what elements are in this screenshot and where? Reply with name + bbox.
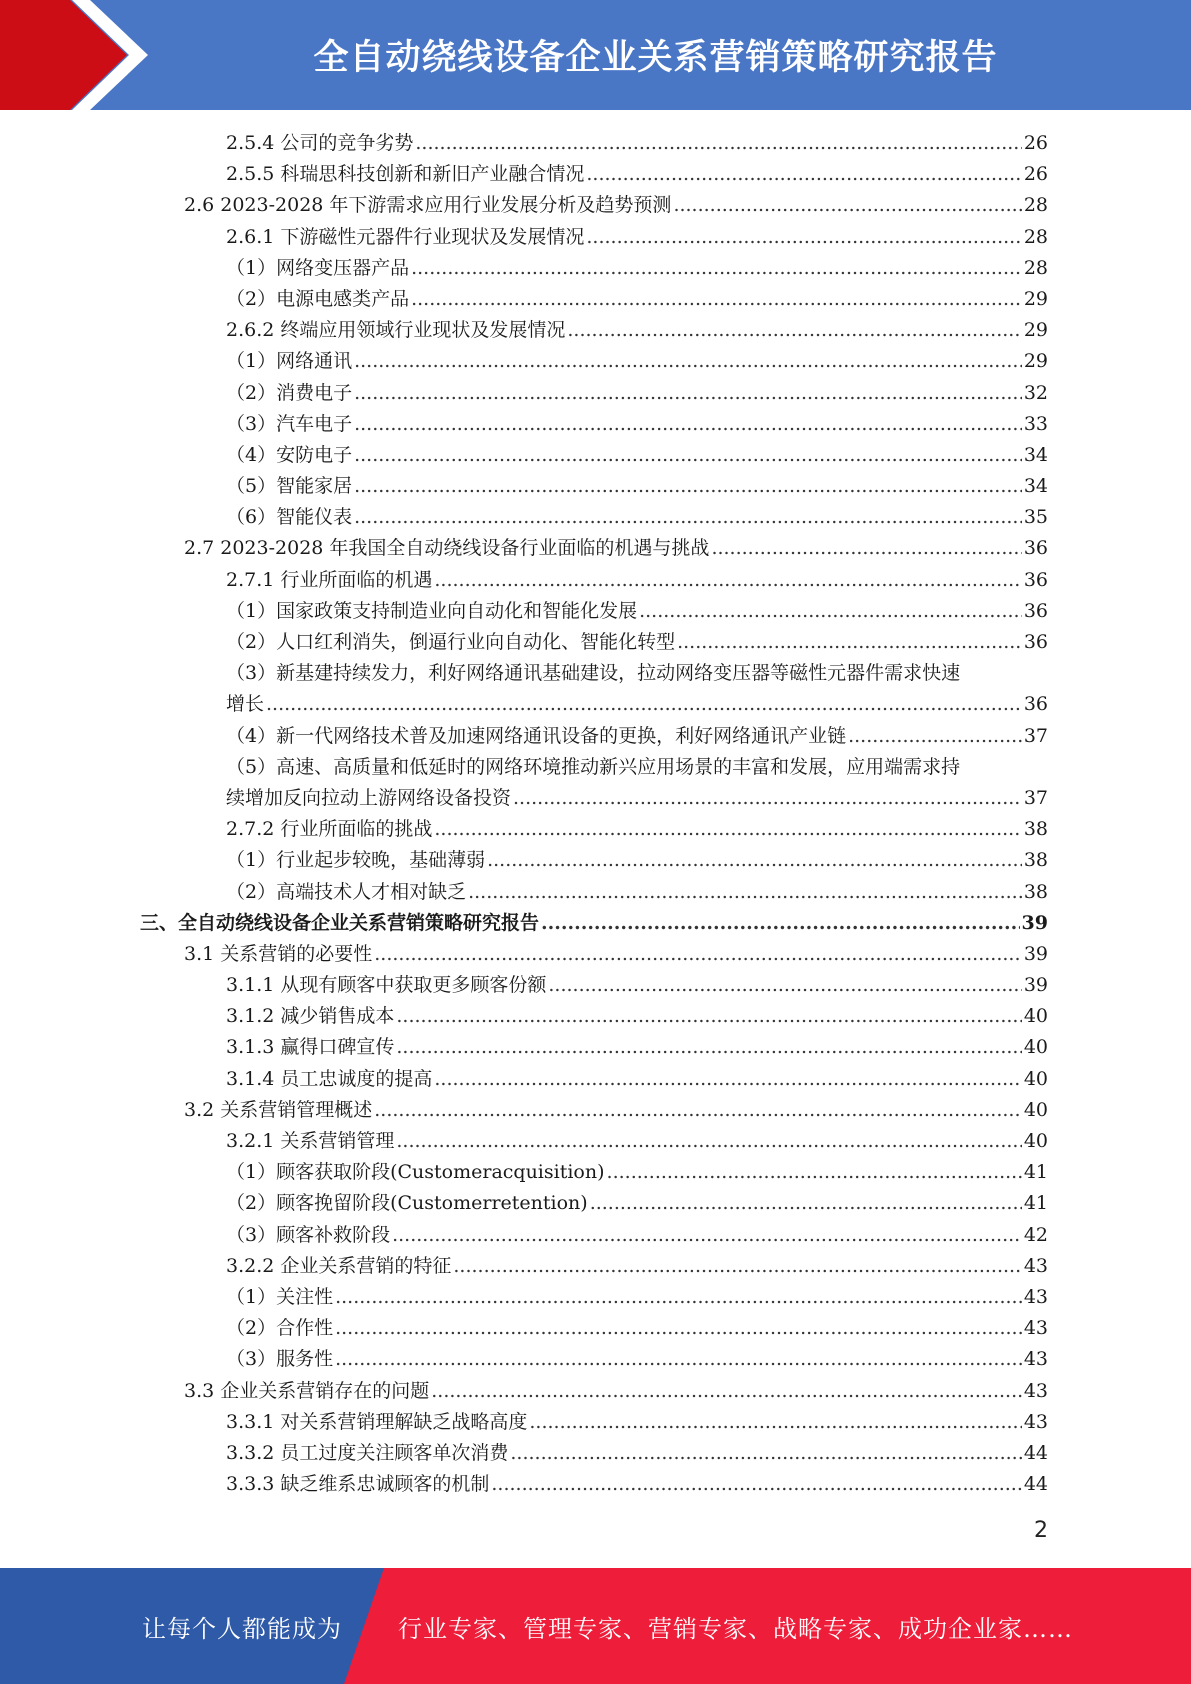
- toc-dot-leader: [848, 721, 1022, 752]
- table-of-contents: [140, 128, 1048, 1500]
- toc-entry-page: 35: [1023, 506, 1048, 529]
- toc-dot-leader: [354, 346, 1022, 377]
- toc-entry-title: （2）电源电感类产品: [226, 287, 410, 310]
- toc-dot-leader: [434, 1064, 1021, 1095]
- toc-entry-title: （2）顾客挽留阶段(Customerretention): [226, 1192, 588, 1215]
- toc-dot-leader: [354, 471, 1022, 502]
- toc-entry-page: 34: [1023, 443, 1048, 466]
- toc-dot-leader: [354, 440, 1022, 471]
- toc-entry[interactable]: [140, 1095, 1048, 1126]
- toc-entry-title: （1）网络变压器产品: [226, 256, 410, 279]
- toc-entry[interactable]: [140, 565, 1048, 596]
- toc-entry-title: 3.3 企业关系营销存在的问题: [184, 1379, 430, 1402]
- toc-entry-page: 32: [1023, 381, 1048, 404]
- toc-entry-page: 40: [1023, 1130, 1048, 1152]
- toc-entry-title: （6）智能仪表: [226, 506, 353, 529]
- toc-entry-title: 2.6.2 终端应用领域行业现状及发展情况: [226, 319, 566, 342]
- toc-dot-leader: [513, 783, 1022, 814]
- toc-entry[interactable]: [140, 502, 1048, 533]
- toc-entry-page: 28: [1023, 256, 1048, 279]
- toc-entry-title: （3）服务性: [226, 1348, 334, 1371]
- toc-entry-page: 36: [1023, 599, 1048, 622]
- toc-dot-leader: [434, 565, 1021, 596]
- toc-entry-title: （1）关注性: [226, 1285, 334, 1308]
- toc-dot-leader: [541, 908, 1020, 939]
- toc-entry-title: 2.5.4 公司的竞争劣势: [226, 132, 414, 154]
- toc-entry-title: 3.2.2 企业关系营销的特征: [226, 1254, 452, 1277]
- toc-dot-leader: [335, 1344, 1022, 1375]
- toc-entry[interactable]: [140, 783, 1048, 814]
- toc-entry-title: 3.2.1 关系营销管理: [226, 1130, 395, 1152]
- toc-entry-page: 28: [1023, 194, 1048, 217]
- toc-entry-page: 42: [1023, 1223, 1048, 1246]
- toc-entry[interactable]: [140, 440, 1048, 471]
- toc-entry-title: 3.2 关系营销管理概述: [184, 1098, 373, 1121]
- toc-entry-title: 2.5.5 科瑞思科技创新和新旧产业融合情况: [226, 163, 585, 186]
- toc-entry-page: 43: [1023, 1254, 1048, 1277]
- toc-entry[interactable]: [140, 1188, 1048, 1219]
- toc-entry[interactable]: [140, 596, 1048, 627]
- toc-entry-page: 29: [1023, 287, 1048, 310]
- toc-entry[interactable]: [140, 1469, 1048, 1500]
- toc-dot-leader: [468, 877, 1022, 908]
- toc-dot-leader: [639, 596, 1022, 627]
- toc-entry[interactable]: [140, 877, 1048, 908]
- page-number: 2: [1034, 1518, 1048, 1543]
- toc-dot-leader: [510, 1438, 1021, 1469]
- toc-entry-page: 40: [1023, 1036, 1048, 1059]
- toc-entry[interactable]: [140, 128, 1048, 159]
- toc-dot-leader: [374, 939, 1022, 970]
- toc-dot-leader: [415, 128, 1021, 159]
- toc-entry-page: 40: [1023, 1005, 1048, 1028]
- toc-entry-title: 2.7 2023-2028 年我国全自动绕线设备行业面临的机遇与挑战: [184, 537, 710, 560]
- toc-dot-leader: [673, 190, 1021, 221]
- toc-entry[interactable]: [140, 658, 1048, 689]
- toc-entry[interactable]: [140, 1438, 1048, 1469]
- toc-dot-leader: [431, 1376, 1022, 1407]
- toc-entry-page: 38: [1023, 880, 1048, 903]
- page-header: [0, 0, 1191, 110]
- toc-entry-page: 26: [1023, 163, 1048, 186]
- toc-entry[interactable]: [140, 1001, 1048, 1032]
- toc-dot-leader: [335, 1313, 1022, 1344]
- toc-entry-page: 34: [1023, 475, 1048, 498]
- toc-entry[interactable]: [140, 721, 1048, 752]
- toc-dot-leader: [396, 1032, 1021, 1063]
- toc-entry[interactable]: [140, 689, 1048, 720]
- toc-entry-title: 续增加反向拉动上游网络设备投资: [226, 786, 512, 809]
- toc-dot-leader: [548, 970, 1021, 1001]
- toc-entry[interactable]: [140, 190, 1048, 221]
- toc-entry[interactable]: [140, 378, 1048, 409]
- toc-entry-title: （2）高端技术人才相对缺乏: [226, 880, 467, 903]
- toc-entry[interactable]: [140, 752, 1048, 783]
- toc-dot-leader: [434, 814, 1021, 845]
- toc-dot-leader: [354, 502, 1022, 533]
- toc-entry-title: 三、全自动绕线设备企业关系营销策略研究报告: [140, 911, 540, 934]
- toc-entry-page: 38: [1023, 849, 1048, 872]
- toc-entry-page: 40: [1023, 1067, 1048, 1090]
- toc-entry-page: 36: [1023, 631, 1048, 653]
- toc-entry[interactable]: [140, 1282, 1048, 1313]
- toc-entry-page: 29: [1023, 350, 1048, 373]
- toc-entry[interactable]: [140, 814, 1048, 845]
- toc-dot-leader: [354, 378, 1022, 409]
- toc-entry-page: 37: [1023, 724, 1048, 747]
- toc-entry[interactable]: [140, 1344, 1048, 1375]
- toc-entry-page: 37: [1023, 786, 1048, 809]
- toc-entry-title: （5）智能家居: [226, 475, 353, 498]
- toc-entry-title: 增长: [226, 693, 265, 716]
- toc-entry-title: 3.1.1 从现有顾客中获取更多顾客份额: [226, 974, 547, 997]
- toc-dot-leader: [487, 845, 1022, 876]
- toc-entry-title: 3.3.1 对关系营销理解缺乏战略高度: [226, 1410, 528, 1433]
- header-arrow-decoration: [0, 0, 160, 110]
- toc-entry[interactable]: [140, 627, 1048, 658]
- toc-entry-page: 43: [1023, 1348, 1048, 1371]
- toc-entry-title: 3.1.4 员工忠诚度的提高: [226, 1067, 433, 1090]
- toc-entry-title: 2.6.1 下游磁性元器件行业现状及发展情况: [226, 225, 585, 248]
- toc-dot-leader: [411, 253, 1022, 284]
- toc-entry-title: 3.3.3 缺乏维系忠诚顾客的机制: [226, 1473, 490, 1496]
- toc-entry[interactable]: [140, 970, 1048, 1001]
- toc-entry[interactable]: [140, 346, 1048, 377]
- toc-dot-leader: [335, 1282, 1022, 1313]
- toc-dot-leader: [396, 1001, 1021, 1032]
- toc-entry[interactable]: [140, 409, 1048, 440]
- toc-entry[interactable]: [140, 533, 1048, 564]
- toc-entry-page: 33: [1023, 412, 1048, 435]
- toc-entry-page: 26: [1023, 132, 1048, 154]
- toc-entry-page: 43: [1023, 1317, 1048, 1340]
- toc-entry-page: 38: [1023, 818, 1048, 841]
- toc-entry-title: 3.1.3 赢得口碑宣传: [226, 1036, 395, 1059]
- toc-dot-leader: [374, 1095, 1022, 1126]
- toc-entry-title: 2.7.1 行业所面临的机遇: [226, 568, 433, 591]
- toc-dot-leader: [607, 1157, 1022, 1188]
- toc-entry-page: 44: [1023, 1473, 1048, 1496]
- toc-entry-page: 41: [1023, 1192, 1048, 1215]
- toc-entry[interactable]: [140, 939, 1048, 970]
- toc-entry-page: 36: [1023, 693, 1048, 716]
- toc-entry-page: 40: [1023, 1098, 1048, 1121]
- toc-entry-page: 36: [1023, 537, 1048, 560]
- toc-entry[interactable]: [140, 159, 1048, 190]
- toc-entry-title: 3.1.2 减少销售成本: [226, 1005, 395, 1028]
- toc-dot-leader: [590, 1188, 1022, 1219]
- toc-entry-page: 28: [1023, 225, 1048, 248]
- toc-entry[interactable]: [140, 908, 1048, 939]
- toc-entry[interactable]: [140, 315, 1048, 346]
- toc-dot-leader: [586, 222, 1021, 253]
- toc-dot-leader: [354, 409, 1022, 440]
- toc-entry[interactable]: [140, 1126, 1048, 1157]
- toc-entry-title: 3.1 关系营销的必要性: [184, 942, 373, 965]
- footer-slogan-right: 行业专家、管理专家、营销专家、战略专家、成功企业家……: [398, 1614, 1073, 1643]
- toc-entry[interactable]: [140, 845, 1048, 876]
- toc-entry-title: 2.6 2023-2028 年下游需求应用行业发展分析及趋势预测: [184, 194, 672, 217]
- toc-entry-title: （3）顾客补救阶段: [226, 1223, 391, 1246]
- toc-entry-page: 43: [1023, 1410, 1048, 1433]
- toc-entry-title: （3）汽车电子: [226, 412, 353, 435]
- toc-entry[interactable]: [140, 1064, 1048, 1095]
- toc-dot-leader: [411, 284, 1022, 315]
- toc-entry-page: 39: [1023, 974, 1048, 997]
- toc-entry[interactable]: [140, 1157, 1048, 1188]
- report-title: 全自动绕线设备企业关系营销策略研究报告: [313, 38, 998, 78]
- toc-entry-title: （5）高速、高质量和低延时的网络环境推动新兴应用场景的丰富和发展，应用端需求持: [226, 755, 961, 778]
- toc-entry[interactable]: [140, 1220, 1048, 1251]
- toc-dot-leader: [677, 627, 1022, 658]
- toc-entry[interactable]: [140, 1407, 1048, 1438]
- toc-dot-leader: [529, 1407, 1021, 1438]
- toc-entry-title: （1）行业起步较晚，基础薄弱: [226, 849, 486, 872]
- toc-entry[interactable]: [140, 1032, 1048, 1063]
- toc-entry-page: 39: [1023, 942, 1048, 965]
- toc-dot-leader: [586, 159, 1021, 190]
- toc-entry-page: 29: [1023, 319, 1048, 342]
- toc-dot-leader: [567, 315, 1021, 346]
- toc-entry[interactable]: [140, 253, 1048, 284]
- toc-entry-page: 41: [1023, 1161, 1048, 1184]
- toc-entry-title: （1）国家政策支持制造业向自动化和智能化发展: [226, 599, 638, 622]
- toc-entry[interactable]: [140, 284, 1048, 315]
- toc-entry-title: （4）新一代网络技术普及加速网络通讯设备的更换，利好网络通讯产业链: [226, 724, 847, 747]
- toc-entry[interactable]: [140, 471, 1048, 502]
- toc-entry-title: （1）网络通讯: [226, 350, 353, 373]
- toc-entry-page: 43: [1023, 1379, 1048, 1402]
- toc-dot-leader: [453, 1251, 1021, 1282]
- toc-entry-page: 44: [1023, 1441, 1048, 1464]
- toc-dot-leader: [392, 1220, 1022, 1251]
- toc-entry-title: （4）安防电子: [226, 443, 353, 466]
- toc-entry-title: （2）消费电子: [226, 381, 353, 404]
- toc-dot-leader: [396, 1126, 1021, 1157]
- toc-entry-title: 2.7.2 行业所面临的挑战: [226, 818, 433, 841]
- toc-entry-title: 3.3.2 员工过度关注顾客单次消费: [226, 1441, 509, 1464]
- toc-entry[interactable]: [140, 1376, 1048, 1407]
- toc-entry-page: 43: [1023, 1285, 1048, 1308]
- toc-dot-leader: [711, 533, 1021, 564]
- toc-entry-title: （2）合作性: [226, 1317, 334, 1340]
- toc-dot-leader: [266, 689, 1022, 720]
- footer-slogan-left: 让每个人都能成为: [142, 1614, 342, 1643]
- toc-entry[interactable]: [140, 1313, 1048, 1344]
- toc-entry[interactable]: [140, 1251, 1048, 1282]
- toc-entry-page: 36: [1023, 568, 1048, 591]
- toc-entry-title: （1）顾客获取阶段(Customeracquisition): [226, 1161, 605, 1184]
- toc-entry-title: （2）人口红利消失，倒逼行业向自动化、智能化转型: [226, 631, 676, 653]
- toc-entry[interactable]: [140, 222, 1048, 253]
- toc-entry-title: （3）新基建持续发力，利好网络通讯基础建设，拉动网络变压器等磁性元器件需求快速: [226, 662, 961, 685]
- toc-dot-leader: [491, 1469, 1021, 1500]
- toc-entry-page: 39: [1021, 911, 1048, 934]
